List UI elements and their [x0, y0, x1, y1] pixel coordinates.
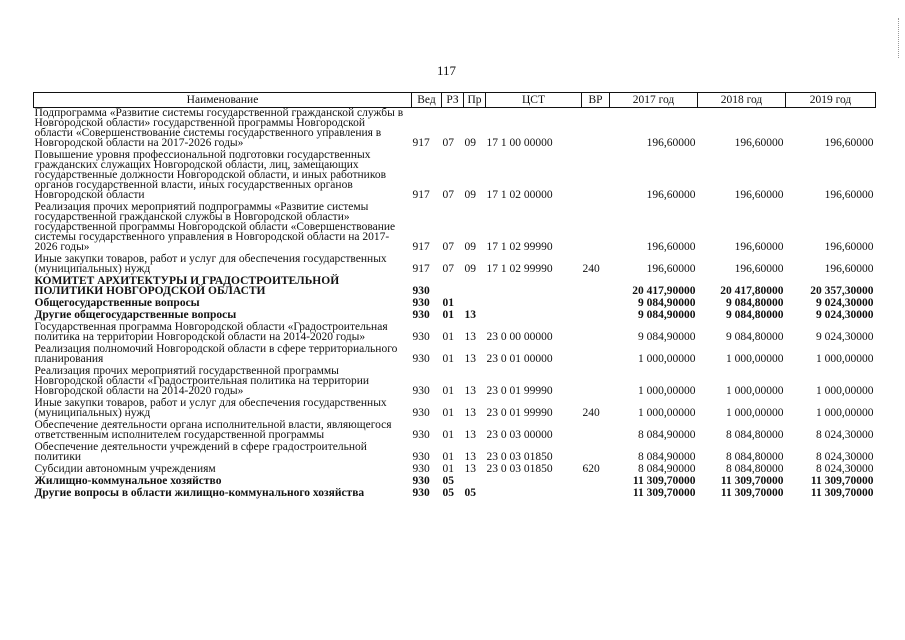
row-name-cell: Обеспечение деятельности органа исполнительной власти, являющегося ответственным исполнителем государственной программы	[34, 419, 392, 441]
value-2017-cell: 196,60000	[646, 263, 696, 275]
column-header-ved: Вед	[412, 93, 442, 108]
ved-cell: 930	[412, 475, 430, 487]
vr-cell	[582, 320, 610, 342]
cst-cell: 17 1 00 00000	[486, 137, 553, 149]
value-2018-cell: 8 084,80000	[726, 451, 784, 463]
value-2019-cell: 8 024,30000	[816, 451, 874, 463]
value-2018-cell: 8 084,80000	[726, 463, 784, 475]
table-row	[34, 474, 876, 486]
table-row	[34, 296, 876, 308]
ved-cell: 930	[412, 297, 430, 309]
value-2017-cell: 1 000,00000	[638, 407, 696, 419]
table-row	[34, 108, 876, 149]
value-2017-cell: 9 084,90000	[638, 331, 696, 343]
ved-cell: 930	[412, 385, 430, 397]
table-row	[34, 462, 876, 474]
pr-cell	[464, 474, 486, 486]
cst-cell	[486, 486, 582, 498]
value-2018-cell: 11 309,70000	[720, 475, 784, 487]
ved-cell: 917	[412, 241, 430, 253]
value-2019-cell: 9 024,30000	[816, 331, 874, 343]
vr-cell	[582, 148, 610, 200]
rz-cell	[442, 274, 464, 296]
table-body	[34, 108, 876, 499]
cst-cell: 23 0 03 01850	[486, 451, 553, 463]
rz-cell: 01	[442, 309, 454, 321]
value-2017-cell: 8 084,90000	[638, 429, 696, 441]
value-2017-cell: 9 084,90000	[638, 309, 696, 321]
value-2019-cell: 8 024,30000	[816, 463, 874, 475]
table-row	[34, 148, 876, 200]
rz-cell: 01	[442, 331, 454, 343]
value-2018-cell: 1 000,00000	[726, 385, 784, 397]
pr-cell: 09	[464, 241, 476, 253]
cst-cell: 17 1 02 99990	[486, 241, 553, 253]
value-2017-cell: 11 309,70000	[632, 487, 696, 499]
value-2017-cell: 196,60000	[646, 137, 696, 149]
table-row	[34, 252, 876, 274]
value-2017-cell: 196,60000	[646, 241, 696, 253]
value-2019-cell: 20 357,30000	[810, 285, 874, 297]
column-header-pr: Пр	[464, 93, 486, 108]
vr-cell	[582, 364, 610, 396]
vr-cell	[582, 274, 610, 296]
ved-cell: 930	[412, 353, 430, 365]
value-2017-cell: 8 084,90000	[638, 451, 696, 463]
column-header-name: Наименование	[34, 93, 412, 108]
value-2018-cell: 1 000,00000	[726, 407, 784, 419]
vr-cell: 620	[582, 463, 600, 475]
rz-cell: 01	[442, 353, 454, 365]
rz-cell: 05	[442, 475, 454, 487]
ved-cell: 917	[412, 189, 430, 201]
value-2018-cell: 9 084,80000	[726, 331, 784, 343]
value-2018-cell: 196,60000	[734, 241, 784, 253]
table-row	[34, 440, 876, 462]
cst-cell: 17 1 02 00000	[486, 189, 553, 201]
value-2017-cell: 1 000,00000	[638, 353, 696, 365]
pr-cell: 13	[464, 451, 476, 463]
row-name-cell: Другие общегосударственные вопросы	[34, 309, 237, 321]
value-2019-cell: 9 024,30000	[816, 309, 874, 321]
vr-cell	[582, 486, 610, 498]
row-name-cell: Обеспечение деятельности учреждений в сфере градостроительной политики	[34, 441, 367, 463]
rz-cell: 01	[442, 463, 454, 475]
vr-cell	[582, 474, 610, 486]
ved-cell: 930	[412, 463, 430, 475]
pr-cell: 05	[464, 487, 476, 499]
value-2019-cell: 11 309,70000	[810, 475, 874, 487]
pr-cell: 13	[464, 429, 476, 441]
table-row	[34, 342, 876, 364]
rz-cell: 07	[442, 189, 454, 201]
value-2019-cell: 1 000,00000	[816, 353, 874, 365]
row-name-cell: Иные закупки товаров, работ и услуг для обеспечения государственных (муниципальных) нужд	[34, 253, 387, 275]
ved-cell: 930	[412, 285, 430, 297]
pr-cell: 13	[464, 353, 476, 365]
rz-cell: 05	[442, 487, 454, 499]
value-2018-cell: 11 309,70000	[720, 487, 784, 499]
value-2019-cell: 196,60000	[824, 137, 874, 149]
pr-cell	[464, 274, 486, 296]
value-2019-cell: 196,60000	[824, 189, 874, 201]
vr-cell: 240	[582, 407, 600, 419]
row-name-cell: Субсидии автономным учреждениям	[34, 463, 216, 475]
vr-cell	[582, 342, 610, 364]
vr-cell: 240	[582, 263, 600, 275]
page-number: 117	[437, 63, 457, 78]
cst-cell: 17 1 02 99990	[486, 263, 553, 275]
value-2018-cell: 20 417,80000	[720, 285, 784, 297]
column-header-2019: 2019 год	[786, 93, 876, 108]
table-row	[34, 418, 876, 440]
cst-cell: 23 0 01 99990	[486, 407, 553, 419]
ved-cell: 930	[412, 451, 430, 463]
value-2019-cell: 196,60000	[824, 241, 874, 253]
value-2019-cell: 196,60000	[824, 263, 874, 275]
value-2019-cell: 8 024,30000	[816, 429, 874, 441]
table-row	[34, 274, 876, 296]
value-2018-cell: 196,60000	[734, 189, 784, 201]
ved-cell: 930	[412, 487, 430, 499]
pr-cell: 13	[464, 463, 476, 475]
value-2019-cell: 1 000,00000	[816, 385, 874, 397]
vr-cell	[582, 200, 610, 252]
cst-cell	[486, 474, 582, 486]
cst-cell: 23 0 00 00000	[486, 331, 553, 343]
rz-cell: 01	[442, 451, 454, 463]
vr-cell	[582, 108, 610, 149]
value-2017-cell: 1 000,00000	[638, 385, 696, 397]
cst-cell	[486, 296, 582, 308]
cst-cell: 23 0 03 00000	[486, 429, 553, 441]
rz-cell: 01	[442, 297, 454, 309]
column-header-rz: РЗ	[442, 93, 464, 108]
cst-cell: 23 0 01 00000	[486, 353, 553, 365]
ved-cell: 930	[412, 407, 430, 419]
value-2017-cell: 8 084,90000	[638, 463, 696, 475]
rz-cell: 07	[442, 137, 454, 149]
table-row	[34, 396, 876, 418]
row-name-cell: Жилищно-коммунальное хозяйство	[34, 475, 222, 487]
ved-cell: 930	[412, 429, 430, 441]
pr-cell: 13	[464, 407, 476, 419]
row-name-cell: Общегосударственные вопросы	[34, 297, 200, 309]
rz-cell: 01	[442, 429, 454, 441]
cst-cell	[486, 274, 582, 296]
row-name-cell: Государственная программа Новгородской области «Градостроительная политика на территории Новгородской области на 2014-2020 годы»	[34, 321, 388, 343]
budget-table	[33, 92, 876, 498]
ved-cell: 917	[412, 137, 430, 149]
value-2018-cell: 9 084,80000	[726, 297, 784, 309]
table-row	[34, 364, 876, 396]
pr-cell: 13	[464, 385, 476, 397]
ved-cell: 930	[412, 331, 430, 343]
value-2018-cell: 1 000,00000	[726, 353, 784, 365]
value-2017-cell: 196,60000	[646, 189, 696, 201]
vr-cell	[582, 418, 610, 440]
row-name-cell: Подпрограмма «Развитие системы государственной гражданской службы в Новгородской области» государственной программы Новгородской области «Совершенствование системы государственного управления в Новгородской области на 2017-2026 годы»	[34, 107, 404, 149]
pr-cell: 13	[464, 309, 476, 321]
row-name-cell: Повышение уровня профессиональной подготовки государственных гражданских служащих Новгородской области, лиц, замещающих государственные должности Новгородской области, и иных работников органов государственной власти, иных государственных органов Новгородской области	[34, 149, 387, 201]
cst-cell: 23 0 03 01850	[486, 463, 553, 475]
rz-cell: 07	[442, 263, 454, 275]
table-row	[34, 308, 876, 320]
value-2018-cell: 9 084,80000	[726, 309, 784, 321]
row-name-cell: Иные закупки товаров, работ и услуг для обеспечения государственных (муниципальных) нужд	[34, 397, 387, 419]
vr-cell	[582, 440, 610, 462]
pr-cell: 13	[464, 331, 476, 343]
row-name-cell: Реализация полномочий Новгородской области в сфере территориального планирования	[34, 343, 398, 365]
value-2018-cell: 196,60000	[734, 137, 784, 149]
column-header-cst: ЦСТ	[486, 93, 582, 108]
pr-cell: 09	[464, 137, 476, 149]
row-name-cell: Другие вопросы в области жилищно-коммунального хозяйства	[34, 487, 365, 499]
value-2018-cell: 8 084,80000	[726, 429, 784, 441]
row-name-cell: Реализация прочих мероприятий государственной программы Новгородской области «Градостроительная политика на территории Новгородской области на 2014-2020 годы»	[34, 365, 370, 397]
value-2019-cell: 9 024,30000	[816, 297, 874, 309]
value-2019-cell: 11 309,70000	[810, 487, 874, 499]
table-header-row	[34, 93, 876, 108]
value-2017-cell: 11 309,70000	[632, 475, 696, 487]
column-header-2018: 2018 год	[698, 93, 786, 108]
pr-cell	[464, 296, 486, 308]
vr-cell	[582, 308, 610, 320]
value-2018-cell: 196,60000	[734, 263, 784, 275]
cst-cell: 23 0 01 99990	[486, 385, 553, 397]
ved-cell: 917	[412, 263, 430, 275]
table-row	[34, 200, 876, 252]
rz-cell: 07	[442, 241, 454, 253]
value-2017-cell: 20 417,90000	[632, 285, 696, 297]
pr-cell: 09	[464, 189, 476, 201]
table-row	[34, 486, 876, 498]
ved-cell: 930	[412, 309, 430, 321]
column-header-2017: 2017 год	[610, 93, 698, 108]
row-name-cell: КОМИТЕТ АРХИТЕКТУРЫ И ГРАДОСТРОИТЕЛЬНОЙ ПОЛИТИКИ НОВГОРОДСКОЙ ОБЛАСТИ	[34, 275, 340, 297]
column-header-vr: ВР	[582, 93, 610, 108]
table-row	[34, 320, 876, 342]
rz-cell: 01	[442, 385, 454, 397]
vr-cell	[582, 296, 610, 308]
pr-cell: 09	[464, 263, 476, 275]
scan-edge-mark	[898, 18, 900, 58]
row-name-cell: Реализация прочих мероприятий подпрограммы «Развитие системы государственной гражданской службы в Новгородской области» государственной программы Новгородской области «Совершенствование системы государственного управления в Новгородской области на 2017-2026 годы»	[34, 201, 396, 253]
value-2019-cell: 1 000,00000	[816, 407, 874, 419]
rz-cell: 01	[442, 407, 454, 419]
cst-cell	[486, 308, 582, 320]
value-2017-cell: 9 084,90000	[638, 297, 696, 309]
